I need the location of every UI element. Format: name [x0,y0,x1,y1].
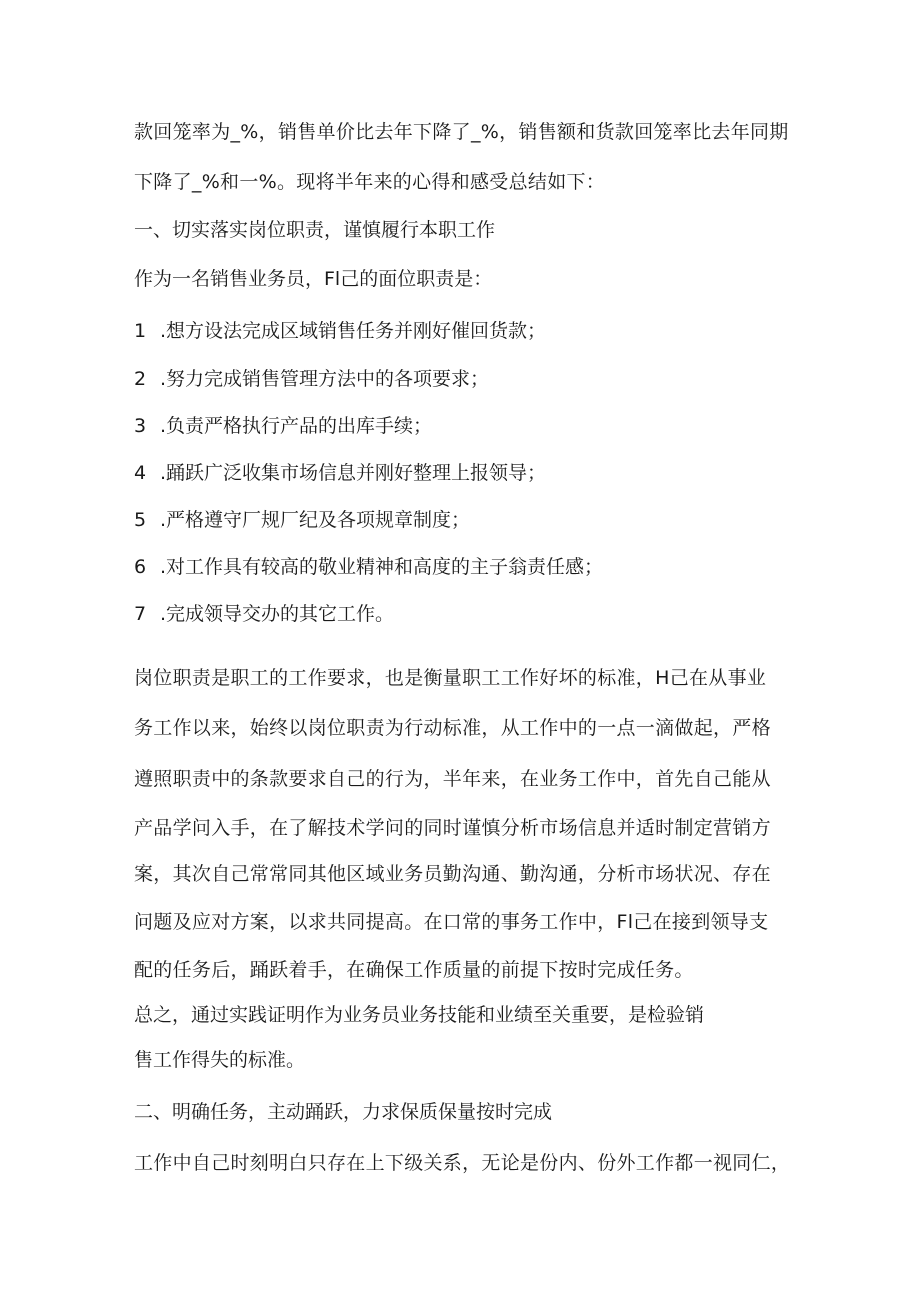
duty-item-3 [134,413,432,439]
body-line-5: 案，其次自己常常同其他区域业务员勤沟通、勤沟通，分析市场状况、存在 [134,863,771,885]
body-line-6: 问题及应对方案，以求共同提高。在口常的事务工作中，Fl己在接到领导支 [134,911,769,933]
body-line-3: 遵照职责中的条款要求自己的行为，半年来，在业务工作中，首先自己能从 [134,768,771,790]
intro-line-1: 款回笼率为_%，销售单价比去年下降了_%，销售额和货款回笼率比去年同期 [134,121,789,143]
section-1-heading: 一、切实落实岗位职责，谨慎履行本职工作 [134,219,496,241]
duty-text: .踊跃广泛收集市场信息并刚好整理上报领导； [160,462,547,484]
duty-text: .对工作具有较高的敬业精神和高度的主子翁责任感； [160,556,604,578]
duty-item-7 [134,601,394,627]
body-line-7: 配的任务后，踊跃着手，在确保工作质量的前提下按时完成任务。 [134,959,694,981]
duty-item-2 [134,366,489,392]
section-2-heading: 二、明确任务，主动踊跃，力求保质保量按时完成 [134,1101,553,1123]
duty-number: 6 [134,556,147,578]
duty-text: .完成领导交办的其它工作。 [160,603,395,625]
duty-text: .想方设法完成区域销售任务并刚好催回货款； [160,320,547,342]
duty-item-5 [134,507,470,533]
duty-number: 2 [134,368,147,390]
duty-text: .努力完成销售管理方法中的各项要求； [160,368,490,390]
duty-item-1 [134,318,546,344]
duty-number: 4 [134,462,147,484]
body-line-2: 务工作以来，始终以岗位职责为行动标准，从工作中的一点一滴做起，严格 [134,717,771,739]
duties-lead: 作为一名销售业务员，Fl己的面位职责是： [134,268,493,290]
intro-line-2: 下降了_%和一%。现将半年来的心得和感受总结如下： [134,171,606,193]
summary-line-1: 总之，通过实践证明作为业务员业务技能和业绩至关重要，是检验销 [134,1004,705,1026]
summary-line-2: 售工作得失的标准。 [134,1049,306,1071]
section-2-line-1: 工作中自己时刻明白只存在上下级关系，无论是份内、份外工作都一视同仁， [134,1152,791,1174]
duty-text: .严格遵守厂规厂纪及各项规章制度； [160,509,471,531]
duty-number: 1 [134,320,147,342]
body-line-1: 岗位职责是职工的工作要求，也是衡量职工工作好坏的标准，H己在从事业 [134,667,767,689]
duty-number: 5 [134,509,147,531]
duty-item-6 [134,554,603,580]
duty-number: 7 [134,603,147,625]
body-line-4: 产品学问入手，在了解技术学问的同时谨慎分析市场信息并适时制定营销方 [134,817,771,839]
duty-number: 3 [134,415,147,437]
duty-item-4 [134,460,546,486]
duty-text: .负责严格执行产品的出库手续； [160,415,433,437]
